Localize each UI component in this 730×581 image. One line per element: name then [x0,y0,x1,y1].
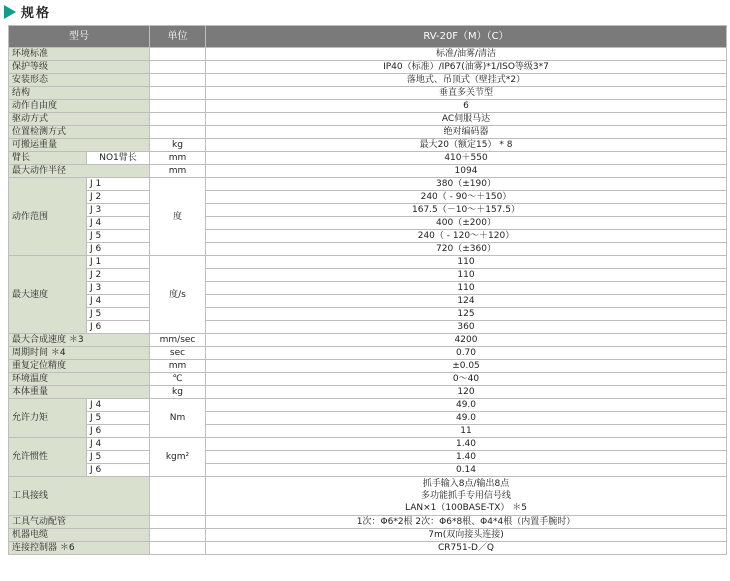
row-label: 周期时间 ＊4 [9,347,150,360]
joint-label: J 3 [87,204,150,217]
row-label: 工具气动配管 [9,516,150,529]
table-row [9,256,727,269]
joint-label: J 5 [87,451,150,464]
joint-value: 240（ - 120～＋120） [206,230,727,243]
row-label: 环境标准 [9,48,150,61]
row-unit: mm [150,360,206,373]
row-label: 驱动方式 [9,113,150,126]
row-label: 可搬运重量 [9,139,150,152]
table-row [9,165,727,178]
table-row [9,438,727,451]
row-unit [150,542,206,555]
row-label: 最大动作半径 [9,165,150,178]
row-value: 120 [206,386,727,399]
joint-label: J 5 [87,308,150,321]
row-label: 保护等级 [9,61,150,74]
row-value: 6 [206,100,727,113]
table-row [9,295,727,308]
joint-value: 110 [206,282,727,295]
joint-value: 110 [206,269,727,282]
triangle-marker-icon [4,5,16,19]
joint-value: 1.40 [206,438,727,451]
table-row [9,243,727,256]
joint-value: 240（ - 90～＋150） [206,191,727,204]
row-sublabel: NO1臂长 [87,152,150,165]
row-label: 位置检测方式 [9,126,150,139]
joint-label: J 2 [87,269,150,282]
joint-value: 720（±360） [206,243,727,256]
row-value: 0～40 [206,373,727,386]
row-unit [150,529,206,542]
joint-value: 110 [206,256,727,269]
row-value: AC伺服马达 [206,113,727,126]
table-row [9,191,727,204]
table-row [9,360,727,373]
joint-value: 360 [206,321,727,334]
row-unit [150,126,206,139]
row-value: 垂直多关节型 [206,87,727,100]
joint-label: J 5 [87,412,150,425]
joint-value: 49.0 [206,399,727,412]
header-model: 型号 [9,26,150,48]
row-value: IP40（标准）/IP67(油雾)*1/ISO等级3*7 [206,61,727,74]
row-label: 本体重量 [9,386,150,399]
joint-value: 124 [206,295,727,308]
group-label: 最大速度 [9,256,87,334]
row-unit [150,48,206,61]
header-unit: 单位 [150,26,206,48]
wiring-line: 抓手输入8点/输出8点 [422,479,510,489]
table-row [9,542,727,555]
table-row [9,178,727,191]
joint-label: J 4 [87,295,150,308]
joint-label: J 3 [87,282,150,295]
joint-value: 380（±190） [206,178,727,191]
joint-label: J 5 [87,230,150,243]
row-unit [150,477,206,516]
wiring-line: 多功能抓手专用信号线 [420,491,511,501]
row-unit: kg [150,139,206,152]
row-label: 结构 [9,87,150,100]
table-row [9,100,727,113]
table-row [9,139,727,152]
row-unit [150,74,206,87]
table-row [9,516,727,529]
row-unit: ℃ [150,373,206,386]
joint-label: J 4 [87,217,150,230]
table-row [9,113,727,126]
group-unit: 度/s [150,256,206,334]
row-label: 环境温度 [9,373,150,386]
row-value: 7m(双向接头连接) [206,529,727,542]
section-header [0,0,730,24]
row-unit: kg [150,386,206,399]
table-row [9,87,727,100]
table-header-row [9,26,727,48]
row-label: 机器电缆 [9,529,150,542]
group-label: 动作范围 [9,178,87,256]
row-unit: sec [150,347,206,360]
row-unit [150,113,206,126]
group-unit: kgm² [150,438,206,477]
table-row [9,321,727,334]
joint-label: J 6 [87,243,150,256]
joint-label: J 6 [87,321,150,334]
joint-label: J 6 [87,464,150,477]
table-row [9,204,727,217]
row-value: ±0.05 [206,360,727,373]
joint-label: J 1 [87,256,150,269]
group-unit: 度 [150,178,206,256]
joint-value: 0.14 [206,464,727,477]
table-row [9,425,727,438]
row-unit [150,61,206,74]
row-label: 最大合成速度 ＊3 [9,334,150,347]
row-label: 安装形态 [9,74,150,87]
header-value: RV-20F（M）（C） [206,26,727,48]
table-row [9,230,727,243]
table-row [9,152,727,165]
spec-table [8,25,727,555]
wiring-line: LAN×1（100BASE-TX） ＊5 [405,503,527,513]
joint-label: J 4 [87,399,150,412]
row-value: 410＋550 [206,152,727,165]
row-unit: mm [150,152,206,165]
table-row [9,451,727,464]
table-row [9,269,727,282]
row-value: 0.70 [206,347,727,360]
joint-value: 1.40 [206,451,727,464]
row-value: 1094 [206,165,727,178]
row-value: 标准/油雾/清洁 [206,48,727,61]
row-value: CR751-D／Q [206,542,727,555]
row-label: 臂长 [9,152,87,165]
joint-value: 167.5（－10～＋157.5） [206,204,727,217]
row-unit [150,87,206,100]
joint-value: 11 [206,425,727,438]
table-row [9,412,727,425]
row-value [206,477,727,516]
table-row [9,334,727,347]
joint-label: J 1 [87,178,150,191]
row-label: 动作自由度 [9,100,150,113]
row-value: 最大20（额定15） * 8 [206,139,727,152]
row-label: 重复定位精度 [9,360,150,373]
row-unit [150,516,206,529]
table-row [9,126,727,139]
row-unit: mm/sec [150,334,206,347]
joint-label: J 6 [87,425,150,438]
table-row [9,61,727,74]
row-unit: mm [150,165,206,178]
row-unit [150,100,206,113]
table-row [9,373,727,386]
table-row [9,48,727,61]
joint-value: 49.0 [206,412,727,425]
row-label: 工具接线 [9,477,150,516]
section-title: 规格 [21,6,52,21]
row-value: 落地式、吊顶式（壁挂式*2） [206,74,727,87]
table-row [9,386,727,399]
joint-label: J 2 [87,191,150,204]
group-unit: Nm [150,399,206,438]
table-row [9,477,727,516]
group-label: 允许力矩 [9,399,87,438]
group-label: 允许惯性 [9,438,87,477]
table-row [9,217,727,230]
table-row [9,74,727,87]
table-row [9,529,727,542]
joint-value: 400（±200） [206,217,727,230]
row-label: 连接控制器 ＊6 [9,542,150,555]
table-row [9,399,727,412]
row-value: 1次：Φ6*2根 2次：Φ6*8根、Φ4*4根（内置手腕时） [206,516,727,529]
row-value: 4200 [206,334,727,347]
table-row [9,282,727,295]
row-value: 绝对编码器 [206,126,727,139]
table-row [9,464,727,477]
table-row [9,308,727,321]
joint-value: 125 [206,308,727,321]
table-row [9,347,727,360]
joint-label: J 4 [87,438,150,451]
